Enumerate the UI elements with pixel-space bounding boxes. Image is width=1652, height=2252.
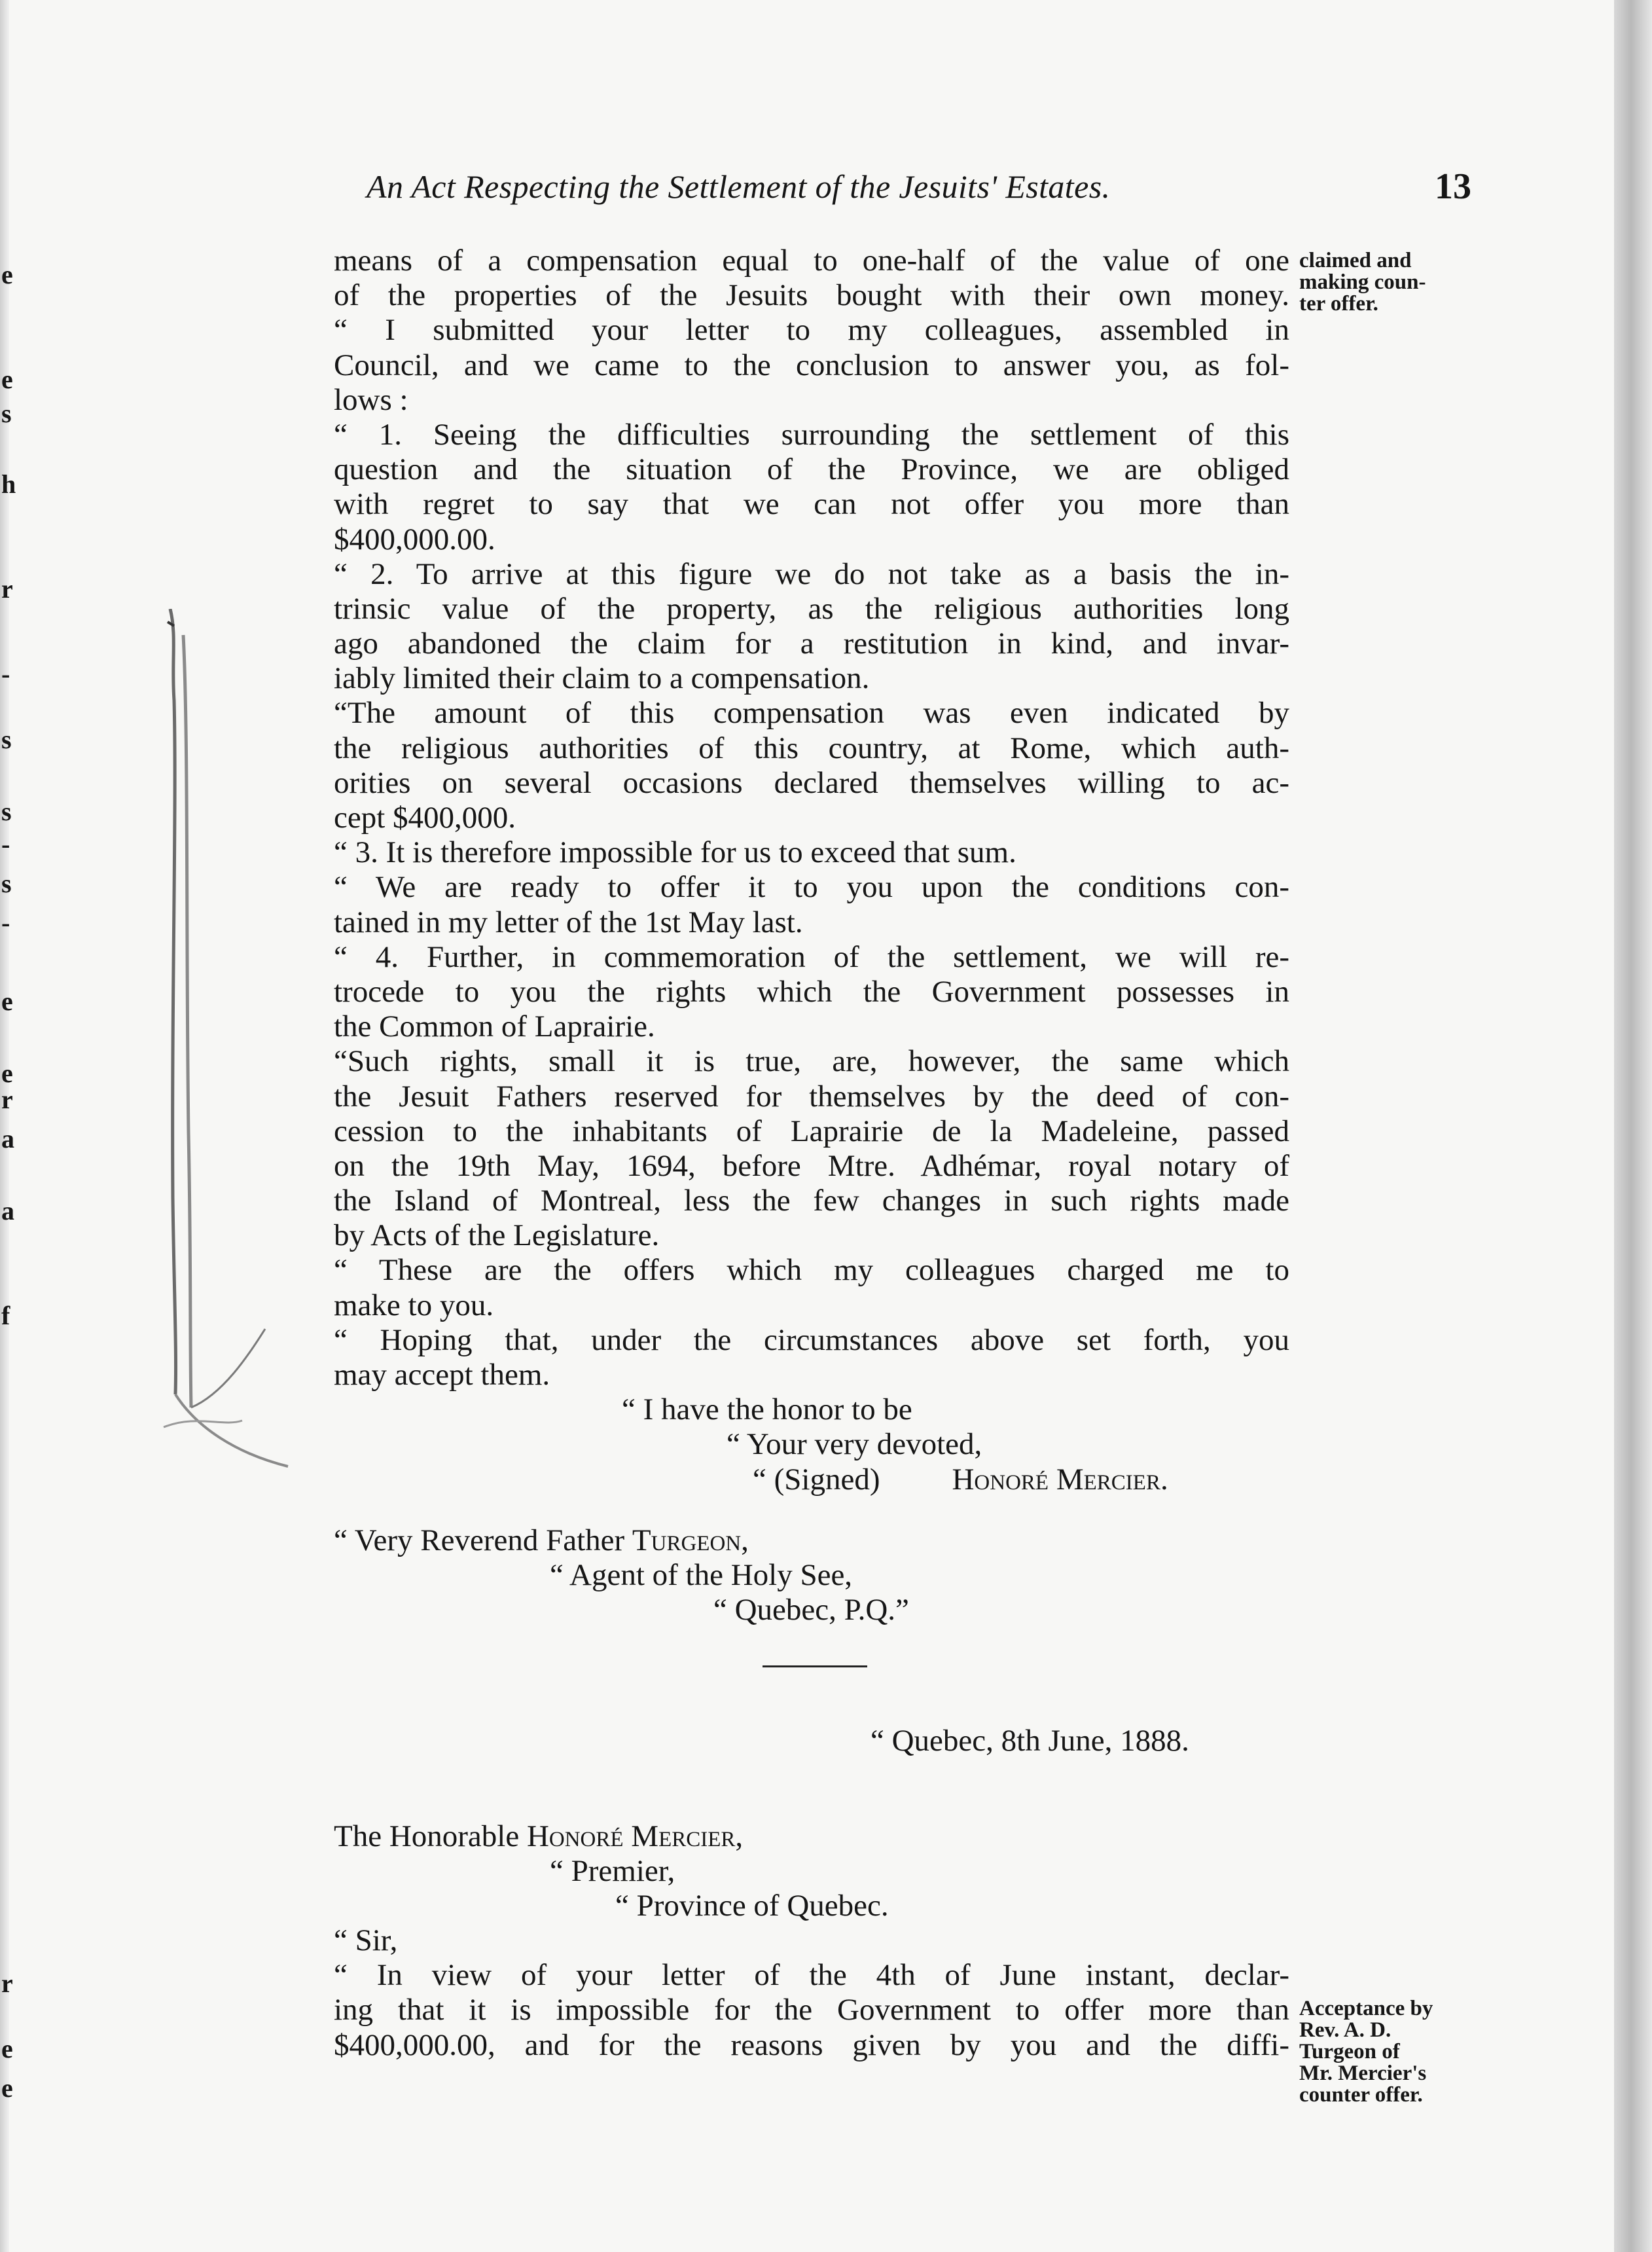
- margin-fragment: -: [1, 659, 10, 689]
- recipient-line: “ Province of Quebec.: [615, 1888, 889, 1923]
- margin-fragment: s: [1, 725, 12, 754]
- signature-line: [334, 1462, 1289, 1497]
- margin-fragment: -: [1, 829, 10, 859]
- body-line: “ These are the offers which my colleagues charged me to: [334, 1253, 1289, 1288]
- margin-fragment: s: [1, 399, 12, 428]
- salutation: “ Sir,: [334, 1923, 398, 1958]
- signed-label: “ (Signed): [753, 1462, 880, 1497]
- running-title-text: An Act Respecting the Settlement of the Jesuits' Estates.: [367, 168, 1111, 205]
- body-line: the Jesuit Fathers reserved for themselves by the deed of con-: [334, 1079, 1289, 1114]
- binding-thread-image: [157, 609, 327, 1486]
- margin-fragment: e: [1, 2073, 13, 2103]
- body-line: make to you.: [334, 1288, 494, 1322]
- body-line: trocede to you the rights which the Government possesses in: [334, 974, 1289, 1009]
- margin-note-line: Mr. Mercier's: [1299, 2061, 1427, 2085]
- margin-fragment: f: [1, 1301, 10, 1330]
- spacer: [334, 1497, 1289, 1523]
- body-line: “ I submitted your letter to my colleagues, assembled in: [334, 313, 1289, 348]
- margin-fragment: e: [1, 1059, 13, 1088]
- body-line: ago abandoned the claim for a restitution in kind, and invar-: [334, 627, 1289, 661]
- body-line: lows :: [334, 382, 408, 417]
- margin-fragment: r: [1, 574, 13, 604]
- recipient-prefix: The Honorable: [334, 1819, 527, 1853]
- address-prefix: “ Very Reverend Father: [334, 1523, 632, 1557]
- body-line: orities on several occasions declared themselves willing to ac-: [334, 765, 1289, 800]
- body-line: “ 3. It is therefore impossible for us to exceed that sum.: [334, 835, 1016, 870]
- body-line: tained in my letter of the 1st May last.: [334, 905, 803, 939]
- left-margin-fragments: [0, 0, 20, 2252]
- margin-note-line: Rev. A. D.: [1299, 2018, 1392, 2042]
- body-line: cession to the inhabitants of Laprairie de la Madeleine, passed: [334, 1114, 1289, 1148]
- running-title: [367, 164, 1420, 209]
- body-line: with regret to say that we can not offer you more than: [334, 487, 1289, 522]
- recipient-line: “ Premier,: [550, 1853, 675, 1888]
- page-edge-shadow: [1614, 0, 1652, 2252]
- margin-fragment: r: [1, 1969, 13, 1998]
- page-number: 13: [1435, 166, 1471, 207]
- body-line: iably limited their claim to a compensation.: [334, 661, 870, 696]
- address-line: “ Quebec, P.Q.”: [713, 1593, 909, 1627]
- body-line: “ 2. To arrive at this figure we do not take as a basis the in-: [334, 556, 1289, 591]
- address-line: “ Agent of the Holy See,: [550, 1557, 853, 1592]
- addressee-name: Turgeon,: [632, 1523, 749, 1557]
- body-line: means of a compensation equal to one-half of the value of one: [334, 244, 1289, 278]
- recipient-line: [334, 1819, 1289, 1854]
- margin-note-line: making coun-: [1299, 270, 1426, 294]
- address-line: [334, 1523, 1289, 1558]
- body-line: “The amount of this compensation was even indicated by: [334, 696, 1289, 731]
- body-line: question and the situation of the Province, we are obliged: [334, 452, 1289, 487]
- body-line: “ 1. Seeing the difficulties surrounding the settlement of this: [334, 417, 1289, 452]
- margin-fragment: h: [1, 469, 16, 499]
- body-line: on the 19th May, 1694, before Mtre. Adhémar, royal notary of: [334, 1148, 1289, 1183]
- margin-note-acceptance: [1299, 1998, 1463, 2106]
- margin-note-line: counter offer.: [1299, 2083, 1423, 2107]
- letter-body: [334, 244, 1289, 2063]
- closing-line: “ Your very devoted,: [727, 1427, 982, 1462]
- margin-fragment: -: [1, 908, 10, 937]
- body-line: $400,000.00.: [334, 522, 495, 556]
- body-line: may accept them.: [334, 1358, 550, 1392]
- margin-fragment: e: [1, 987, 13, 1016]
- margin-fragment: a: [1, 1196, 14, 1226]
- body-line: the religious authorities of this country, at Rome, which auth-: [334, 731, 1289, 765]
- body-line: ing that it is impossible for the Government to offer more than: [334, 1993, 1289, 2027]
- body-line: the Island of Montreal, less the few changes in such rights made: [334, 1184, 1289, 1218]
- body-line: “Such rights, small it is true, are, however, the same which: [334, 1044, 1289, 1079]
- body-line: $400,000.00, and for the reasons given by you and the diffi-: [334, 2027, 1289, 2062]
- body-line: “ In view of your letter of the 4th of June instant, declar-: [334, 1958, 1289, 1993]
- body-line: cept $400,000.: [334, 801, 516, 835]
- body-line: the Common of Laprairie.: [334, 1009, 655, 1044]
- signer-name: Honoré Mercier.: [952, 1462, 1168, 1497]
- margin-fragment: e: [1, 260, 13, 289]
- body-line: Council, and we came to the conclusion to answer you, as fol-: [334, 348, 1289, 382]
- margin-fragment: a: [1, 1124, 14, 1153]
- margin-fragment: s: [1, 797, 12, 826]
- closing-line: “ I have the honor to be: [622, 1392, 912, 1427]
- body-line: trinsic value of the property, as the religious authorities long: [334, 591, 1289, 626]
- margin-note-line: ter offer.: [1299, 292, 1378, 316]
- section-divider: [763, 1665, 867, 1667]
- margin-fragment: e: [1, 365, 13, 394]
- margin-fragment: s: [1, 869, 12, 898]
- margin-note-line: Turgeon of: [1299, 2040, 1400, 2063]
- body-line: of the properties of the Jesuits bought with their own money.: [334, 278, 1289, 313]
- letter-date: “ Quebec, 8th June, 1888.: [871, 1724, 1189, 1758]
- margin-note-claimed: [1299, 250, 1463, 315]
- body-line: “ 4. Further, in commemoration of the settlement, we will re-: [334, 939, 1289, 974]
- margin-fragment: r: [1, 1085, 13, 1114]
- recipient-name: Honoré Mercier,: [526, 1819, 744, 1853]
- body-line: by Acts of the Legislature.: [334, 1218, 660, 1253]
- margin-fragment: e: [1, 2034, 13, 2063]
- body-line: “ We are ready to offer it to you upon the conditions con-: [334, 870, 1289, 905]
- margin-note-line: Acceptance by: [1299, 1997, 1433, 2020]
- margin-note-line: claimed and: [1299, 249, 1412, 272]
- body-line: “ Hoping that, under the circumstances above set forth, you: [334, 1322, 1289, 1357]
